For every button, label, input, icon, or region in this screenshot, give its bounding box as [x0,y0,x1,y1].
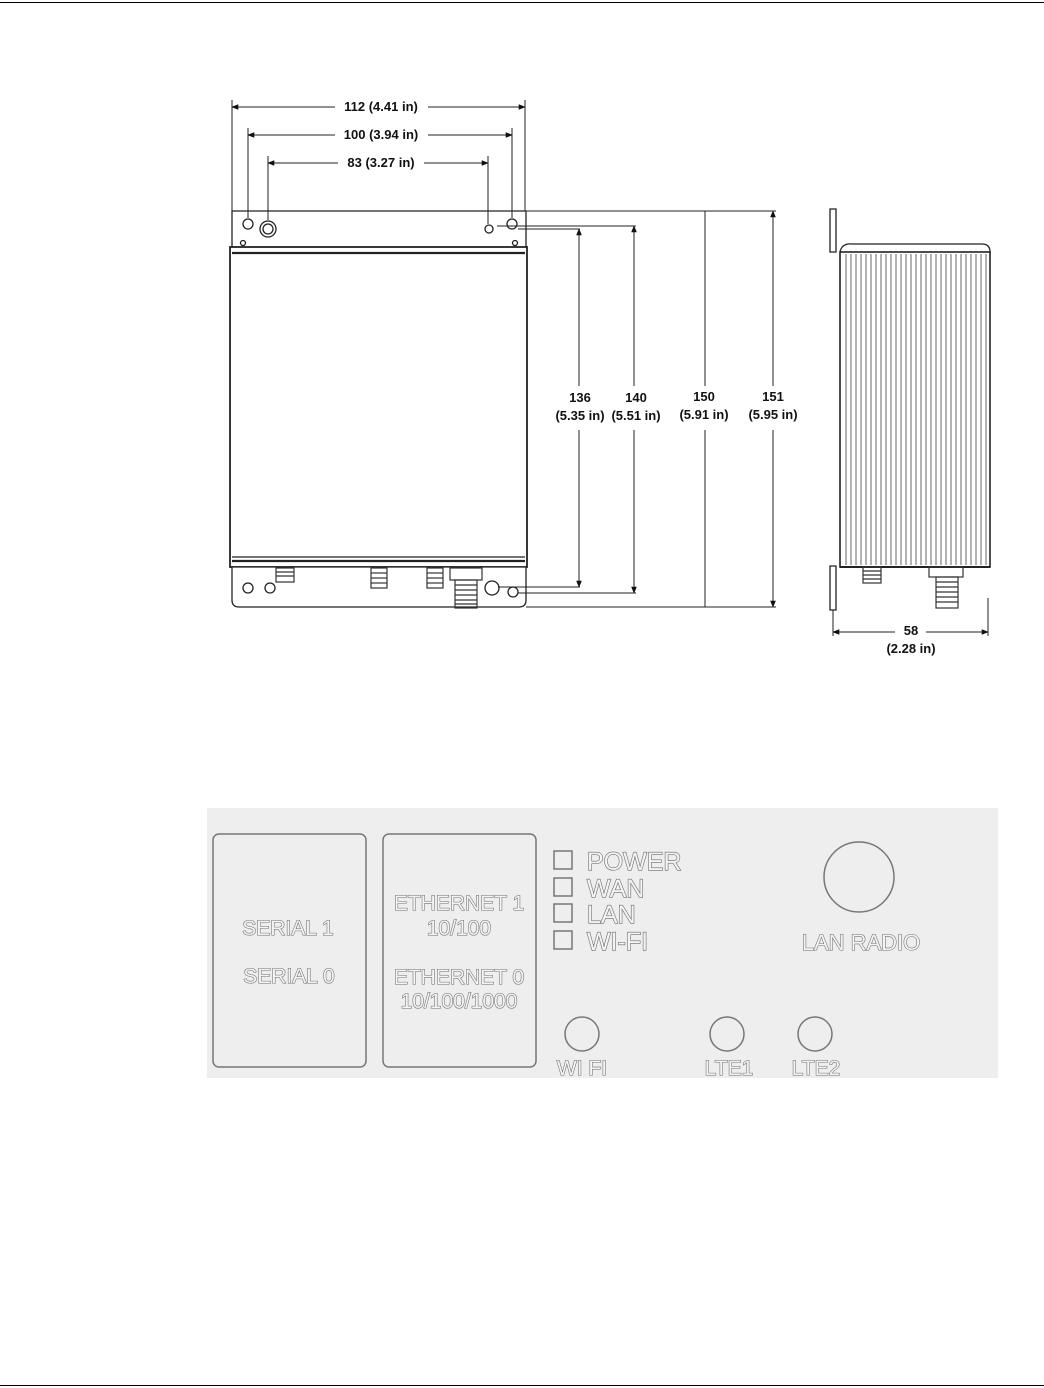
dim-height-151-inches: (5.95 in) [748,407,798,422]
serial-0-label: SERIAL 0 [243,965,335,988]
dim-depth-58-inches: (2.28 in) [886,641,936,656]
dim-height-150-value: 150 [693,389,715,404]
dim-width-83: 83 (3.27 in) [347,155,415,170]
led-label-lan: LAN [587,901,636,929]
dim-depth-58-value: 58 [903,623,919,638]
dim-height-140-value: 140 [625,390,647,405]
lan-radio-label: LAN RADIO [801,930,921,955]
led-label-power: POWER [587,848,682,876]
dim-height-136-inches: (5.35 in) [555,408,605,423]
dim-height-150-inches: (5.91 in) [679,407,729,422]
ethernet-1-speed: 10/100 [426,917,492,940]
dim-height-140-inches: (5.51 in) [611,408,661,423]
led-label-wifi: WI-FI [587,928,649,956]
led-label-wan: WAN [587,875,645,903]
dim-height-151-value: 151 [762,389,784,404]
side-view [830,209,990,610]
connector-panel [207,808,998,1080]
dim-height-136-value: 136 [569,390,591,405]
wifi-antenna-label: WI FI [556,1057,608,1080]
lte1-antenna-label: LTE1 [704,1057,754,1080]
footer-rule [0,1385,1044,1386]
ethernet-1-label: ETHERNET 1 [393,892,525,915]
ethernet-0-label: ETHERNET 0 [393,966,525,989]
ethernet-0-speed: 10/100/1000 [400,990,518,1013]
lte2-antenna-label: LTE2 [791,1057,841,1080]
front-view [230,211,527,608]
serial-1-label: SERIAL 1 [242,917,334,940]
dim-width-112: 112 (4.41 in) [344,99,418,114]
dim-width-100: 100 (3.94 in) [343,127,419,142]
